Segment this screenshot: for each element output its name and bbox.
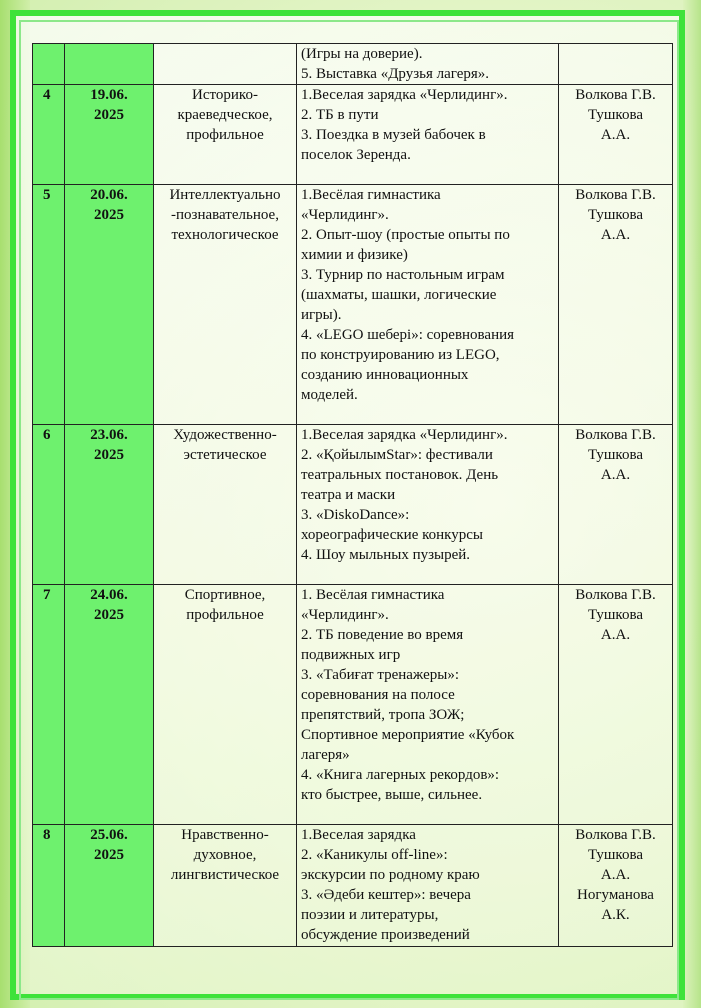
date-day: 23.06. bbox=[90, 427, 128, 443]
activity-line: 3. Поездка в музей бабочек в bbox=[301, 127, 486, 143]
responsible-line: Тушкова bbox=[587, 207, 644, 223]
direction-line: Нравственно- bbox=[181, 827, 269, 843]
date-day: 24.06. bbox=[90, 587, 128, 603]
responsible-cell bbox=[559, 44, 673, 85]
direction-cell bbox=[154, 585, 297, 825]
activity-line: 2. Опыт-шоу (простые опыты по bbox=[301, 227, 510, 243]
activity-line: химии и физике) bbox=[301, 247, 408, 263]
activity-line: театра и маски bbox=[301, 487, 396, 503]
responsible-cell bbox=[559, 825, 673, 947]
responsible-cell bbox=[559, 85, 673, 185]
activity-line: 2. «ҚойылымStar»: фестивали bbox=[301, 447, 493, 463]
date-year: 2025 bbox=[94, 207, 124, 223]
responsible-line: Ногуманова bbox=[577, 887, 654, 903]
activities-cell bbox=[297, 185, 559, 425]
activities-cell bbox=[297, 825, 559, 947]
date-cell bbox=[65, 185, 154, 425]
row-number-cell: 6 bbox=[33, 425, 65, 585]
table-row bbox=[33, 44, 673, 85]
direction-line: лингвистическое bbox=[170, 867, 280, 883]
activity-line: 2. «Каникулы off-line»: bbox=[301, 847, 448, 863]
responsible-line: А.А. bbox=[600, 227, 631, 243]
row-number-cell bbox=[33, 44, 65, 85]
background-leaf-right bbox=[683, 0, 701, 1008]
activity-line: 1.Веселая зарядка bbox=[301, 827, 416, 843]
activity-line: соревнования на полосе bbox=[301, 687, 455, 703]
activity-line: 2. ТБ в пути bbox=[301, 107, 379, 123]
date-cell bbox=[65, 44, 154, 85]
activity-line: 1.Веселая зарядка «Черлидинг». bbox=[301, 427, 508, 443]
direction-line: эстетическое bbox=[183, 447, 267, 463]
table-row bbox=[33, 85, 673, 185]
activity-line: 4. Шоу мыльных пузырей. bbox=[301, 547, 471, 563]
date-day: 25.06. bbox=[90, 827, 128, 843]
date-cell bbox=[65, 825, 154, 947]
activity-line: 4. «Книга лагерных рекордов»: bbox=[301, 767, 500, 783]
date-cell bbox=[65, 425, 154, 585]
direction-cell bbox=[154, 185, 297, 425]
date-day: 19.06. bbox=[90, 87, 128, 103]
activity-line: 1.Весёлая гимнастика bbox=[301, 187, 441, 203]
responsible-cell bbox=[559, 585, 673, 825]
responsible-line: Волкова Г.В. bbox=[575, 187, 656, 203]
responsible-line: А.А. bbox=[600, 627, 631, 643]
table-row bbox=[33, 825, 673, 947]
responsible-line: Тушкова bbox=[587, 847, 644, 863]
activity-line: (Игры на доверие). bbox=[301, 46, 423, 62]
direction-cell bbox=[154, 425, 297, 585]
activity-line: подвижных игр bbox=[301, 647, 401, 663]
activity-line: «Черлидинг». bbox=[301, 207, 389, 223]
activity-line: по конструированию из LEGO, bbox=[301, 347, 500, 363]
direction-cell bbox=[154, 44, 297, 85]
direction-line: Историко- bbox=[192, 87, 258, 103]
table-row bbox=[33, 425, 673, 585]
schedule-table bbox=[32, 43, 673, 947]
activity-line: экскурсии по родному краю bbox=[301, 867, 480, 883]
responsible-line: Волкова Г.В. bbox=[575, 827, 656, 843]
direction-line: Художественно- bbox=[173, 427, 277, 443]
activity-line: 3. «Әдеби кештер»: вечера bbox=[301, 887, 471, 903]
activity-line: препятствий, тропа ЗОЖ; bbox=[301, 707, 465, 723]
direction-cell bbox=[154, 85, 297, 185]
responsible-line: Волкова Г.В. bbox=[575, 427, 656, 443]
activity-line: обсуждение произведений bbox=[301, 927, 470, 943]
activities-cell bbox=[297, 585, 559, 825]
date-cell bbox=[65, 85, 154, 185]
activity-line: поселок Зеренда. bbox=[301, 147, 411, 163]
activity-line: лагеря» bbox=[301, 747, 350, 763]
responsible-line: А.А. bbox=[600, 127, 631, 143]
date-year: 2025 bbox=[94, 447, 124, 463]
table-row bbox=[33, 185, 673, 425]
row-number-cell: 4 bbox=[33, 85, 65, 185]
responsible-line: А.А. bbox=[600, 867, 631, 883]
row-number-cell: 8 bbox=[33, 825, 65, 947]
row-number-cell: 5 bbox=[33, 185, 65, 425]
activity-line: 3. Турнир по настольным играм bbox=[301, 267, 505, 283]
activities-cell bbox=[297, 85, 559, 185]
activity-line: созданию инновационных bbox=[301, 367, 469, 383]
activities-cell bbox=[297, 44, 559, 85]
date-year: 2025 bbox=[94, 107, 124, 123]
date-day: 20.06. bbox=[90, 187, 128, 203]
direction-line: Спортивное, bbox=[184, 587, 266, 603]
responsible-line: Волкова Г.В. bbox=[575, 587, 656, 603]
direction-line: краеведческое, bbox=[177, 107, 273, 123]
responsible-line: А.К. bbox=[601, 907, 630, 923]
activity-line: кто быстрее, выше, сильнее. bbox=[301, 787, 483, 803]
table-row bbox=[33, 585, 673, 825]
direction-line: духовное, bbox=[193, 847, 257, 863]
responsible-line: Тушкова bbox=[587, 447, 644, 463]
activity-line: хореографические конкурсы bbox=[301, 527, 483, 543]
activity-line: 5. Выставка «Друзья лагеря». bbox=[301, 66, 490, 82]
responsible-line: Тушкова bbox=[587, 607, 644, 623]
activity-line: моделей. bbox=[301, 387, 358, 403]
direction-line: Интеллектуально bbox=[169, 187, 281, 203]
date-cell bbox=[65, 585, 154, 825]
row-number-cell: 7 bbox=[33, 585, 65, 825]
activity-line: 1. Весёлая гимнастика bbox=[301, 587, 445, 603]
direction-line: профильное bbox=[186, 607, 264, 623]
activity-line: (шахматы, шашки, логические bbox=[301, 287, 497, 303]
activity-line: 3. «Табиғат тренажеры»: bbox=[301, 667, 459, 683]
activity-line: 3. «DiskoDance»: bbox=[301, 507, 410, 523]
responsible-line: Волкова Г.В. bbox=[575, 87, 656, 103]
responsible-cell bbox=[559, 425, 673, 585]
responsible-cell bbox=[559, 185, 673, 425]
direction-line: -познавательное, bbox=[171, 207, 279, 223]
date-year: 2025 bbox=[94, 847, 124, 863]
activity-line: 1.Веселая зарядка «Черлидинг». bbox=[301, 87, 508, 103]
activities-cell bbox=[297, 425, 559, 585]
direction-line: профильное bbox=[186, 127, 264, 143]
activity-line: Спортивное мероприятие «Кубок bbox=[301, 727, 515, 743]
activity-line: игры). bbox=[301, 307, 342, 323]
activity-line: 2. ТБ поведение во время bbox=[301, 627, 464, 643]
direction-cell bbox=[154, 825, 297, 947]
responsible-line: А.А. bbox=[600, 467, 631, 483]
activity-line: «Черлидинг». bbox=[301, 607, 389, 623]
responsible-line: Тушкова bbox=[587, 107, 644, 123]
activity-line: театральных постановок. День bbox=[301, 467, 499, 483]
activity-line: 4. «LEGO шебері»: соревнования bbox=[301, 327, 515, 343]
activity-line: поэзии и литературы, bbox=[301, 907, 439, 923]
direction-line: технологическое bbox=[171, 227, 279, 243]
date-year: 2025 bbox=[94, 607, 124, 623]
